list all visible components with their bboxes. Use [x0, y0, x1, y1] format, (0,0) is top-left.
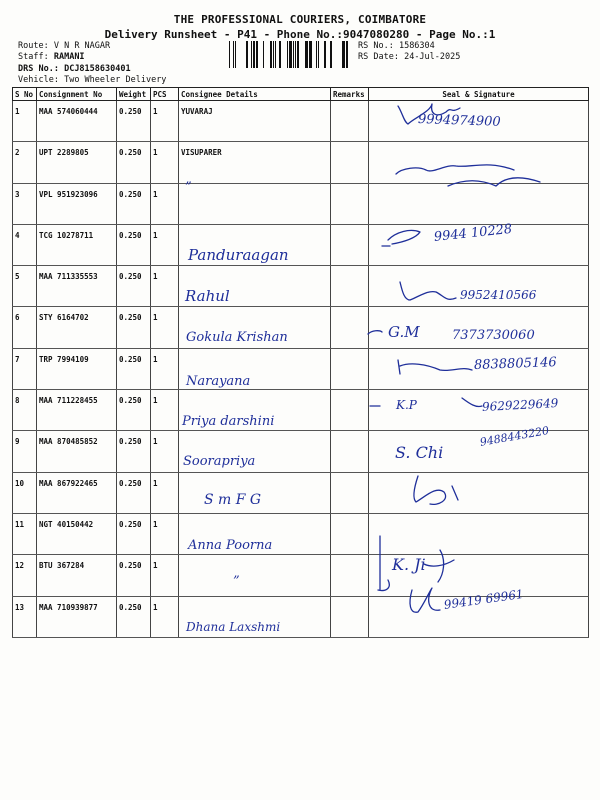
col-weight: Weight: [117, 88, 151, 101]
row-sno: 12: [13, 555, 37, 596]
hw-phone: 99419 69961: [443, 586, 525, 612]
row-pcs: 1: [151, 307, 179, 348]
col-remarks: Remarks: [331, 88, 369, 101]
row-weight: 0.250: [117, 513, 151, 554]
route-label: Route:: [18, 41, 49, 51]
col-sno: S No: [13, 88, 37, 101]
row-weight: 0.250: [117, 555, 151, 596]
col-signature: Seal & Signature: [369, 88, 589, 101]
row-pcs: 1: [151, 142, 179, 183]
row-consignment: TCG 10278711: [37, 224, 117, 265]
rs-date-value: 24-Jul-2025: [404, 52, 461, 62]
row-consignee: YUVARAJ: [179, 101, 331, 142]
row-weight: 0.250: [117, 472, 151, 513]
row-sno: 4: [13, 224, 37, 265]
signature-mark: [400, 282, 456, 300]
signature-mark: [396, 165, 540, 186]
signature-mark: [378, 536, 454, 591]
hw-name: Dhana Laxshmi: [186, 620, 281, 634]
hw-name: Narayana: [186, 374, 251, 389]
route-value: V N R NAGAR: [53, 41, 111, 51]
hw-ditto: ”: [185, 180, 192, 195]
row-consignment: VPL 951923096: [37, 183, 117, 224]
signature-mark: [370, 398, 482, 407]
hw-phone: 8838805146: [473, 355, 557, 373]
row-sno: 1: [13, 101, 37, 142]
signature-mark: [414, 476, 458, 504]
hw-sig-word: S. Chi: [395, 443, 444, 462]
hw-name: Gokula Krishan: [186, 330, 288, 345]
row-sno: 9: [13, 431, 37, 472]
row-pcs: 1: [151, 224, 179, 265]
row-consignment: MAA 711228455: [37, 390, 117, 431]
row-pcs: 1: [151, 431, 179, 472]
signature-mark: [368, 331, 382, 334]
staff-label: Staff:: [18, 52, 49, 62]
row-consignment: MAA 870485852: [37, 431, 117, 472]
col-consignment: Consignment No: [37, 88, 117, 101]
row-pcs: 1: [151, 266, 179, 307]
hw-name: Panduraagan: [188, 246, 289, 264]
rs-no-value: 1586304: [398, 41, 435, 51]
hw-sig-word: G.M: [388, 323, 420, 341]
hw-sig-word: K. Ji: [392, 555, 426, 574]
hw-phone: 9952410566: [460, 288, 537, 302]
row-sno: 8: [13, 390, 37, 431]
row-pcs: 1: [151, 390, 179, 431]
hw-name: Rahul: [185, 287, 230, 305]
hw-phone: 7373730060: [452, 328, 535, 343]
runsheet-subtitle: Delivery Runsheet - P41 - Phone No.:9047080280 - Page No.:1: [104, 28, 496, 41]
hw-name: Anna Poorna: [188, 538, 273, 553]
hw-name: Soorapriya: [183, 454, 256, 469]
row-pcs: 1: [151, 596, 179, 637]
vehicle-value: Two Wheeler Delivery: [64, 75, 167, 85]
row-consignment: BTU 367284: [37, 555, 117, 596]
row-weight: 0.250: [117, 142, 151, 183]
row-pcs: 1: [151, 348, 179, 389]
row-pcs: 1: [151, 183, 179, 224]
company-title: THE PROFESSIONAL COURIERS, COIMBATORE: [173, 13, 427, 26]
row-weight: 0.250: [117, 431, 151, 472]
row-consignee: VISUPARER: [179, 142, 331, 183]
row-consignment: MAA 574060444: [37, 101, 117, 142]
row-sno: 5: [13, 266, 37, 307]
hw-ditto: ”: [233, 574, 240, 589]
row-weight: 0.250: [117, 390, 151, 431]
rs-no-label: RS No.:: [358, 41, 394, 51]
col-consignee: Consignee Details: [179, 88, 331, 101]
drs-label: DRS No.:: [18, 64, 59, 74]
row-consignment: NGT 40150442: [37, 513, 117, 554]
drs-value: DCJ8158630401: [64, 64, 131, 74]
hw-sig-word: K.P: [396, 398, 417, 412]
row-sno: 11: [13, 513, 37, 554]
row-weight: 0.250: [117, 266, 151, 307]
hw-phone: 9994974900: [417, 112, 501, 130]
row-consignment: TRP 7994109: [37, 348, 117, 389]
signature-mark: [382, 230, 420, 246]
row-sno: 7: [13, 348, 37, 389]
hw-phone: 9629229649: [481, 396, 559, 414]
signature-mark: [398, 104, 460, 124]
row-pcs: 1: [151, 101, 179, 142]
row-weight: 0.250: [117, 307, 151, 348]
row-consignment: MAA 867922465: [37, 472, 117, 513]
vehicle-label: Vehicle:: [18, 75, 59, 85]
row-pcs: 1: [151, 555, 179, 596]
rs-date-label: RS Date:: [358, 52, 399, 62]
row-sno: 13: [13, 596, 37, 637]
row-weight: 0.250: [117, 101, 151, 142]
staff-value: RAMANI: [53, 52, 85, 62]
row-sno: 10: [13, 472, 37, 513]
row-consignment: MAA 710939877: [37, 596, 117, 637]
row-consignment: UPT 2289805: [37, 142, 117, 183]
row-pcs: 1: [151, 513, 179, 554]
signature-mark: [410, 588, 440, 612]
row-consignment: STY 6164702: [37, 307, 117, 348]
row-weight: 0.250: [117, 183, 151, 224]
col-pcs: PCS: [151, 88, 179, 101]
row-pcs: 1: [151, 472, 179, 513]
row-weight: 0.250: [117, 596, 151, 637]
hw-phone: 9944 10228: [433, 221, 513, 245]
hw-name: S m F G: [204, 492, 262, 508]
row-consignment: MAA 711335553: [37, 266, 117, 307]
hw-phone: 9488443220: [478, 423, 551, 449]
row-weight: 0.250: [117, 224, 151, 265]
hw-name: Priya darshini: [182, 414, 275, 429]
row-sno: 2: [13, 142, 37, 183]
row-weight: 0.250: [117, 348, 151, 389]
row-sno: 3: [13, 183, 37, 224]
row-sno: 6: [13, 307, 37, 348]
signature-mark: [398, 360, 472, 374]
